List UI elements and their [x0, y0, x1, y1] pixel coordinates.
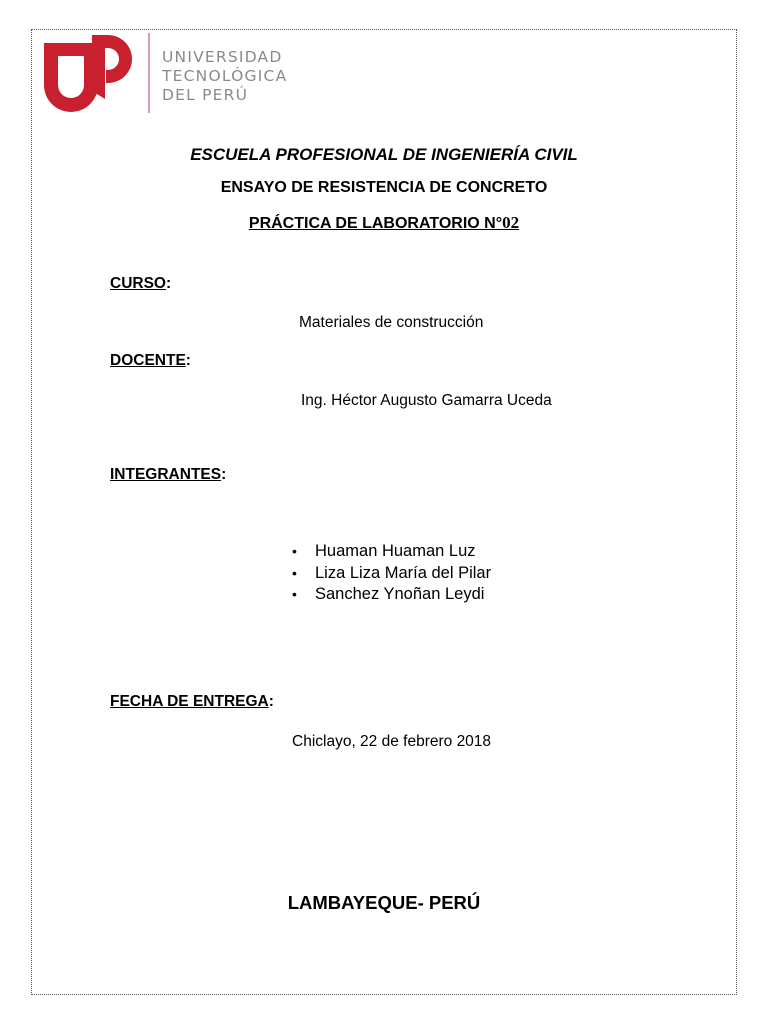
teacher-label-text: DOCENTE: [110, 352, 186, 369]
members-label-text: INTEGRANTES: [110, 466, 222, 483]
course-value: Materiales de construcción: [299, 314, 484, 331]
page-border: [31, 29, 737, 995]
university-logo: [40, 33, 290, 115]
members-label-colon: :: [221, 466, 227, 483]
list-item: [292, 563, 491, 585]
delivery-label-text: FECHA DE ENTREGA: [110, 693, 269, 710]
practice-number: 02: [502, 213, 520, 232]
delivery-label: [110, 693, 274, 711]
essay-title: ENSAYO DE RESISTENCIA DE CONCRETO: [220, 179, 548, 196]
list-item: [292, 541, 491, 563]
course-label: [110, 275, 171, 293]
teacher-label-colon: :: [185, 352, 191, 369]
members-label: [110, 466, 226, 484]
delivery-value: Chiclayo, 22 de febrero 2018: [292, 733, 492, 750]
list-item: [292, 584, 491, 606]
member-name: Huaman Huaman Luz: [315, 542, 476, 560]
footer-location: LAMBAYEQUE- PERÚ: [287, 892, 481, 913]
teacher-label: [110, 352, 191, 370]
members-list: [292, 541, 491, 606]
utp-logo-mark: [40, 33, 160, 115]
bullet-icon: •: [292, 564, 297, 581]
logo-line: TECNOLÓGICA: [162, 67, 288, 85]
practice-prefix: PRÁCTICA DE LABORATORIO N°: [248, 215, 503, 232]
logo-line: DEL PERÚ: [162, 86, 249, 104]
school-title: ESCUELA PROFESIONAL DE INGENIERÍA CIVIL: [190, 145, 578, 164]
course-label-colon: :: [165, 275, 172, 292]
bullet-icon: •: [292, 543, 297, 559]
member-name: Liza Liza María del Pilar: [315, 563, 492, 582]
bullet-icon: •: [292, 586, 297, 602]
logo-line: UNIVERSIDAD: [162, 48, 283, 66]
delivery-label-colon: :: [268, 693, 274, 710]
practice-title: [0, 213, 768, 233]
logo-text: [162, 48, 287, 105]
member-name: Sanchez Ynoñan Leydi: [315, 585, 485, 603]
course-label-text: CURSO: [110, 275, 166, 292]
teacher-value: Ing. Héctor Augusto Gamarra Uceda: [301, 392, 552, 409]
